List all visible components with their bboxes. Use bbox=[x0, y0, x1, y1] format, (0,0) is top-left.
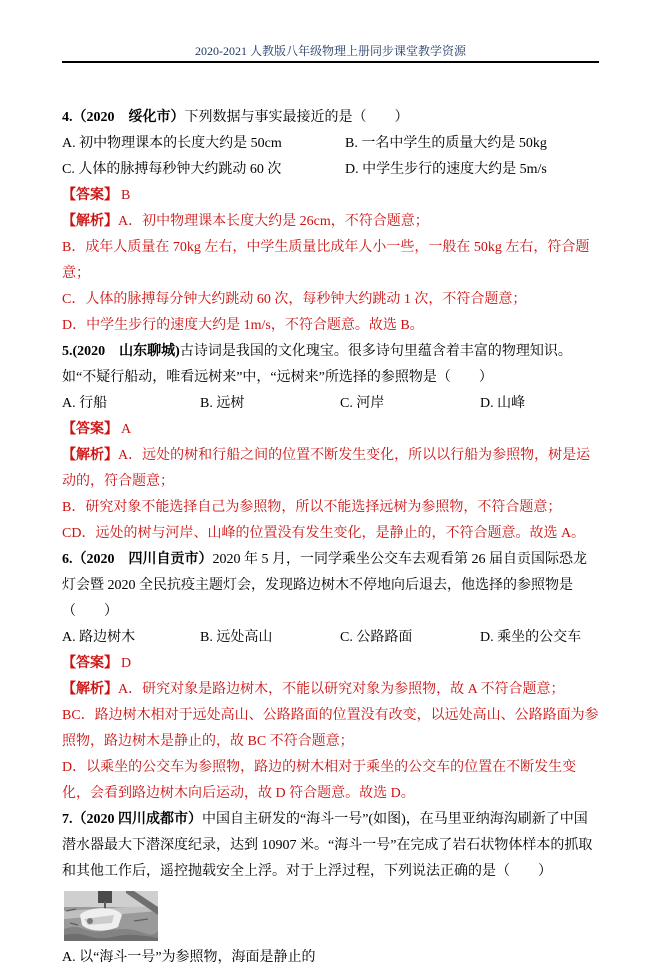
analysis-line: CD．远处的树与河岸、山峰的位置没有发生变化，是静止的，不符合题意。故选 A。 bbox=[62, 526, 586, 541]
option-d: D. 中学生步行的速度大约是 5m/s bbox=[345, 162, 547, 177]
analysis-label: 【解析】 bbox=[62, 682, 118, 697]
analysis-label: 【解析】 bbox=[62, 448, 118, 463]
question-5-stem: 5.(2020 山东聊城)古诗词是我国的文化瑰宝。很多诗句里蕴含着丰富的物理知识。如“不疑行船动，唯看远树来”中，“远树来”所选择的参照物是（ ） bbox=[62, 344, 572, 385]
question-4-options bbox=[62, 131, 599, 183]
question-6-analysis bbox=[62, 677, 599, 807]
document-title: 2020-2021 人教版八年级物理上册同步课堂教学资源 bbox=[195, 44, 466, 58]
question-4-analysis bbox=[62, 209, 599, 339]
option-c: C. 人体的脉搏每秒钟大约跳动 60 次 bbox=[62, 162, 282, 177]
question-7-options bbox=[62, 945, 599, 971]
analysis-line: C．人体的脉搏每分钟大约跳动 60 次，每秒钟大约跳动 1 次，不符合题意； bbox=[62, 292, 527, 307]
analysis-line: BC．路边树木相对于远处高山、公路路面的位置没有改变，以远处高山、公路路面为参照物，路边树木是静止的，故 BC 不符合题意； bbox=[62, 708, 599, 749]
answer-label: 【答案】 bbox=[62, 656, 118, 671]
question-4-answer bbox=[62, 183, 599, 209]
option-b: B. 远树 bbox=[200, 396, 245, 411]
question-4-stem: 4.（2020 绥化市）下列数据与事实最接近的是（ ） bbox=[62, 110, 409, 125]
option-a: A. 行船 bbox=[62, 396, 108, 411]
answer-value: A bbox=[121, 422, 132, 437]
question-5-answer bbox=[62, 417, 599, 443]
analysis-line: D．中学生步行的速度大约是 1m/s，不符合题意。故选 B。 bbox=[62, 318, 424, 333]
question-5-heading: 5.(2020 山东聊城) bbox=[62, 344, 180, 359]
document-body bbox=[62, 63, 599, 971]
submersible-photo-image bbox=[64, 891, 158, 941]
question-6-stem: 6.（2020 四川自贡市）2020 年 5 月，一同学乘坐公交车去观看第 26 届自贡国际恐龙灯会暨 2020 全民抗疫主题灯会，发现路边树木不停地向后退去，他选择的参照物是（ ） bbox=[62, 552, 587, 619]
answer-value: D bbox=[121, 656, 132, 671]
analysis-line: B．研究对象不能选择自己为参照物，所以不能选择远树为参照物，不符合题意； bbox=[62, 500, 562, 515]
analysis-line: B．成年人质量在 70kg 左右，中学生质量比成年人小一些，一般在 50kg 左右，符合题意； bbox=[62, 240, 590, 281]
option-a: A. 初中物理课本的长度大约是 50cm bbox=[62, 136, 282, 151]
analysis-line: A．远处的树和行船之间的位置不断发生变化，所以以行船为参照物，树是运动的，符合题意； bbox=[62, 448, 591, 489]
question-6-options bbox=[62, 625, 599, 651]
option-c: C. 公路路面 bbox=[340, 630, 413, 645]
analysis-line: A．研究对象是路边树木，不能以研究对象为参照物，故 A 不符合题意； bbox=[118, 682, 565, 697]
question-4 bbox=[62, 105, 599, 339]
question-6 bbox=[62, 547, 599, 807]
option-b: B. 一名中学生的质量大约是 50kg bbox=[345, 136, 547, 151]
page-header bbox=[62, 0, 599, 63]
question-5-options bbox=[62, 391, 599, 417]
option-a: A. 以“海斗一号”为参照物，海面是静止的 bbox=[62, 950, 316, 965]
question-7-heading: 7.（2020 四川成都市） bbox=[62, 812, 202, 827]
haidou-photo bbox=[62, 885, 599, 945]
analysis-line: D．以乘坐的公交车为参照物，路边的树木相对于乘坐的公交车的位置在不断发生变化，会看到路边树木向后运动，故 D 符合题意。故选 D。 bbox=[62, 760, 577, 801]
question-5 bbox=[62, 339, 599, 547]
question-6-heading: 6.（2020 四川自贡市） bbox=[62, 552, 213, 567]
option-c: C. 河岸 bbox=[340, 396, 385, 411]
option-d: D. 山峰 bbox=[480, 396, 526, 411]
question-6-answer bbox=[62, 651, 599, 677]
answer-label: 【答案】 bbox=[62, 422, 118, 437]
question-4-heading: 4.（2020 绥化市） bbox=[62, 110, 185, 125]
answer-label: 【答案】 bbox=[62, 188, 118, 203]
analysis-line: A．初中物理课本长度大约是 26cm，不符合题意； bbox=[118, 214, 429, 229]
answer-value: B bbox=[121, 188, 131, 203]
question-5-analysis bbox=[62, 443, 599, 547]
question-7 bbox=[62, 807, 599, 971]
analysis-label: 【解析】 bbox=[62, 214, 118, 229]
option-d: D. 乘坐的公交车 bbox=[480, 630, 582, 645]
question-7-stem: 7.（2020 四川成都市）中国自主研发的“海斗一号”(如图)，在马里亚纳海沟刷新了中国潜水器最大下潜深度纪录，达到 10907 米。“海斗一号”在完成了岩石状物体样本的抓取和其他工作后，遥控抛载安全上浮。对于上浮过程，下列说法正确的是（ ） bbox=[62, 812, 593, 879]
option-b: B. 远处高山 bbox=[200, 630, 273, 645]
option-a: A. 路边树木 bbox=[62, 630, 136, 645]
